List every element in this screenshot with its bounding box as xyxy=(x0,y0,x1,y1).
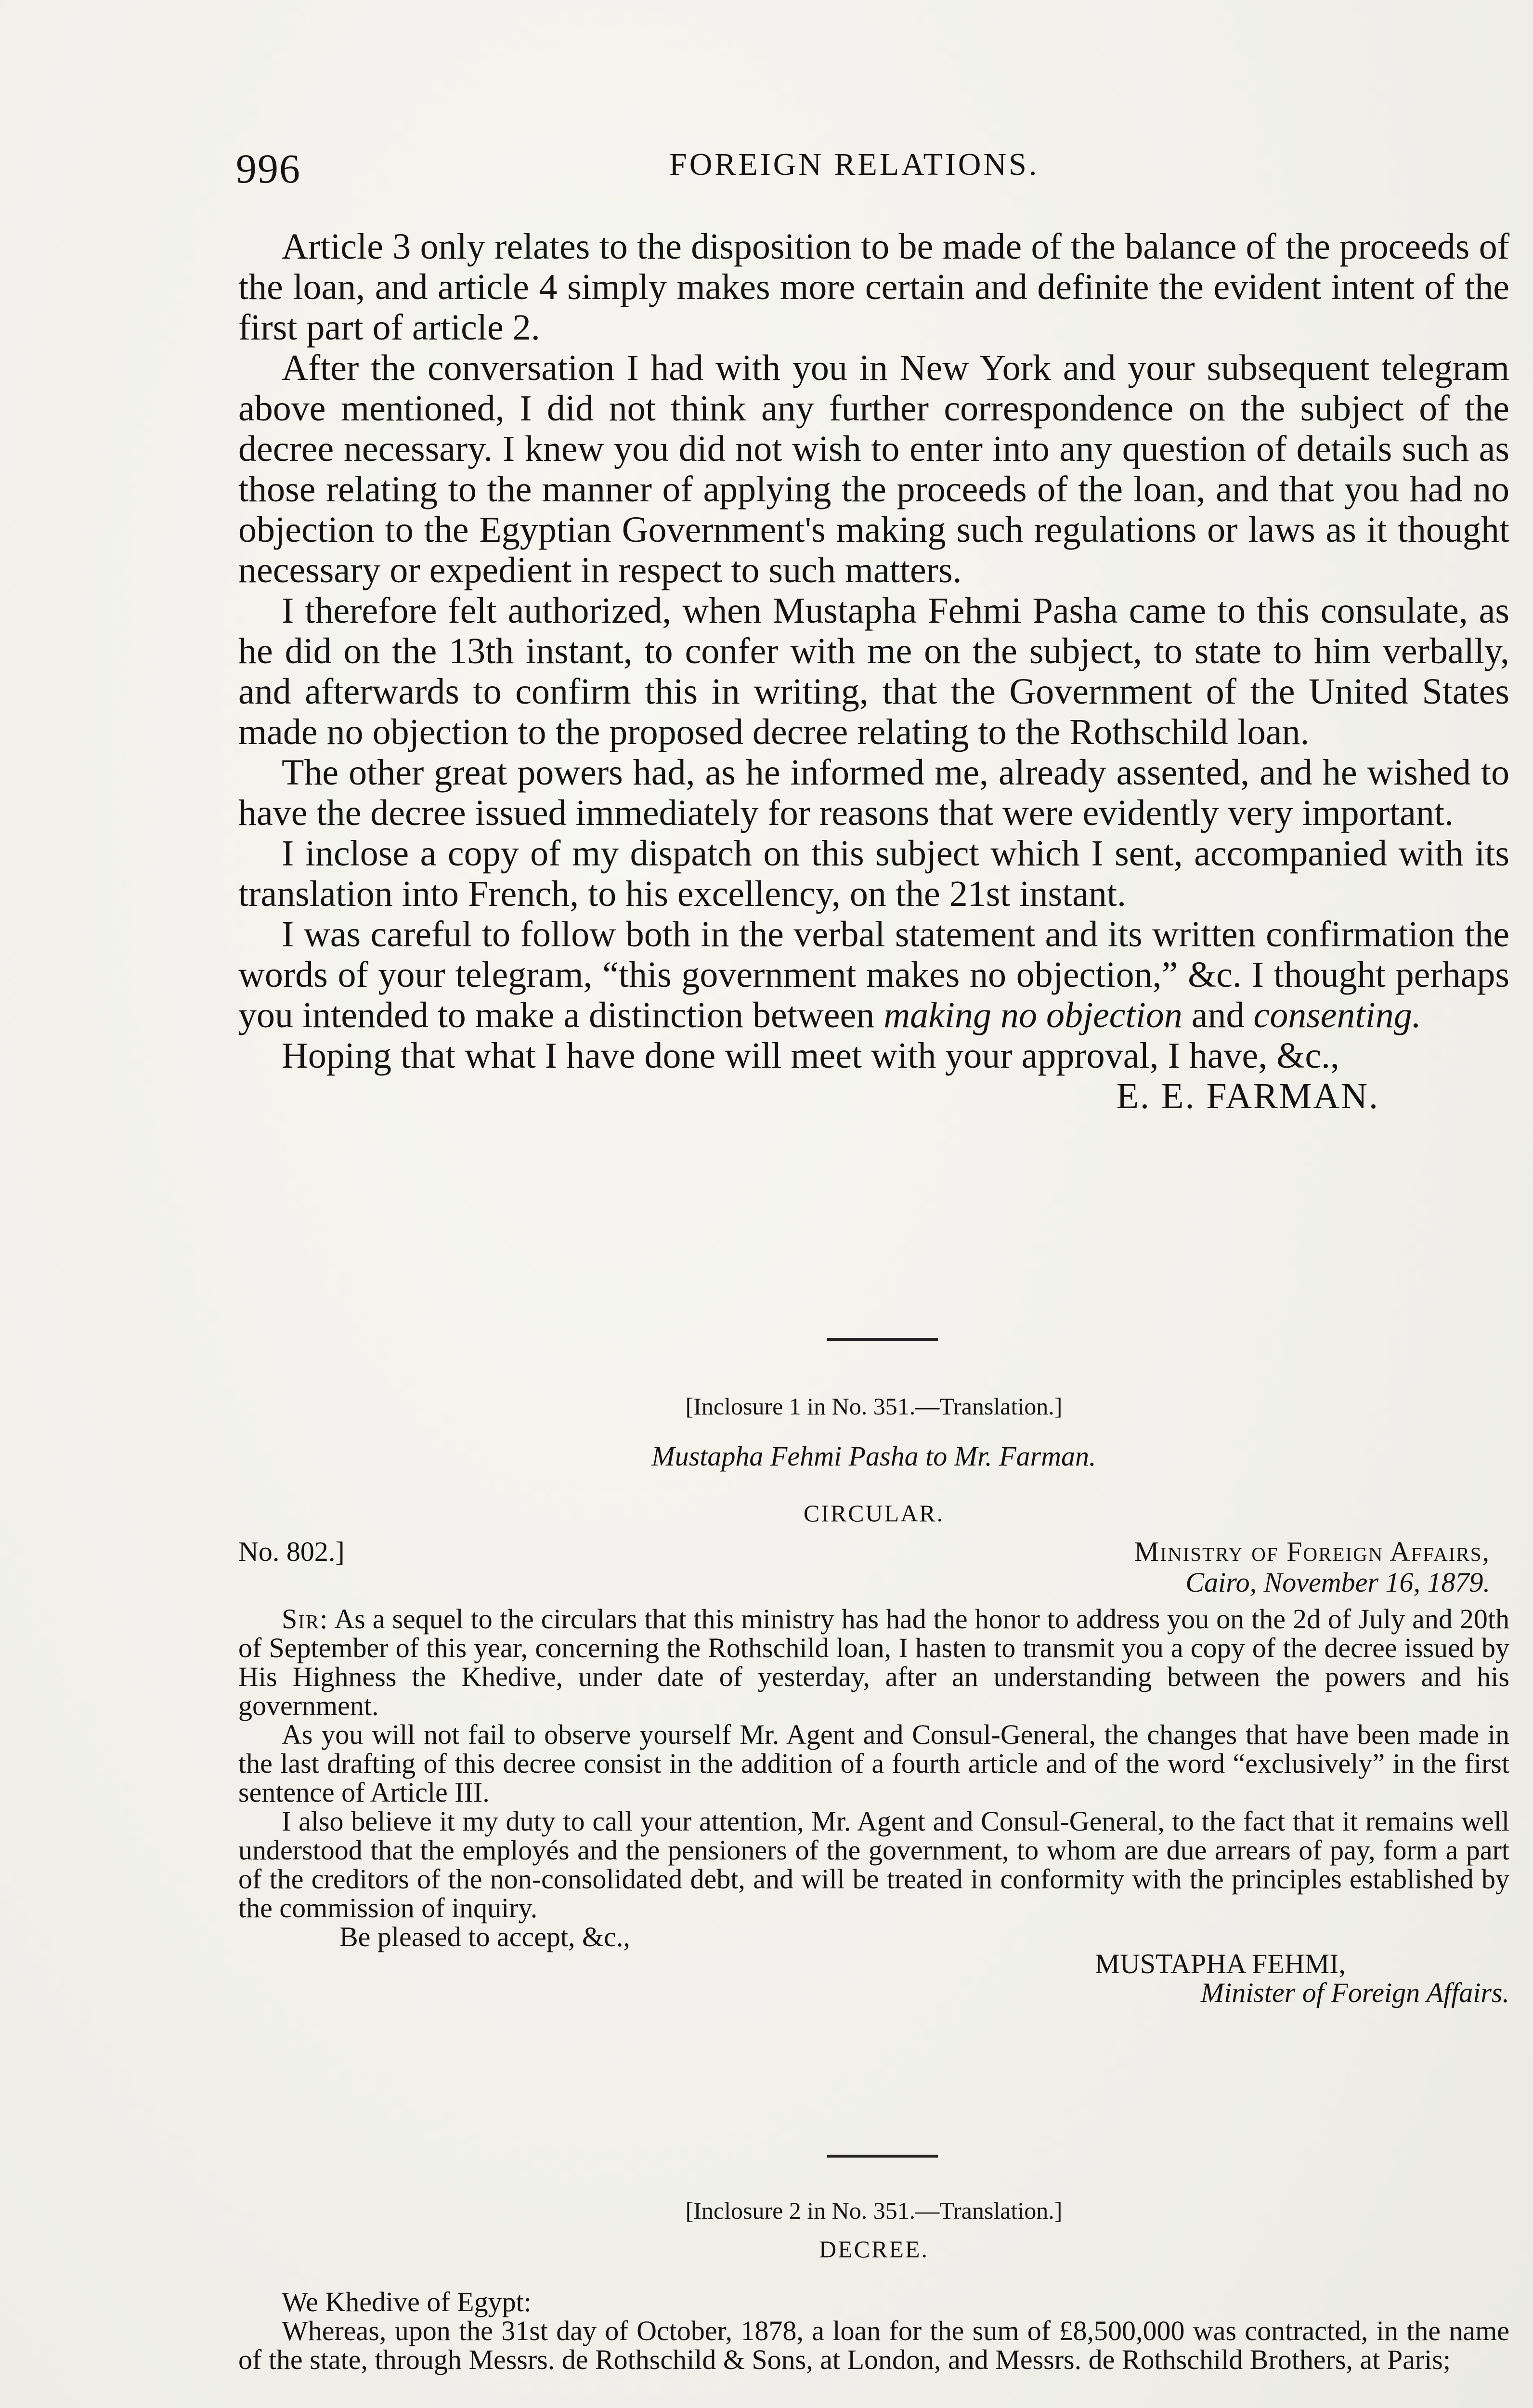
ministry-name: Ministry of Foreign Affairs, xyxy=(1134,1536,1490,1567)
decree-paragraph: Whereas, upon the 31st day of October, 1878, a loan for the sum of £8,500,000 was contracted, in the name of the state, through Messrs. de Rothschild & Sons, at London, and Messrs. de Rothschild Brothers, at Paris; xyxy=(238,2315,1509,2375)
inclosure-2 xyxy=(238,2196,1509,2374)
place-date: Cairo, November 16, 1879. xyxy=(1185,1567,1490,1598)
inclosure-heading: [Inclosure 2 in No. 351.—Translation.] xyxy=(685,2197,1063,2224)
circular-closing: Be pleased to accept, &c., xyxy=(339,1921,630,1952)
running-head: FOREIGN RELATIONS. xyxy=(669,147,1039,182)
dateline-row xyxy=(238,1537,1509,1568)
section-divider xyxy=(827,1338,938,1341)
letter-paragraph: I therefore felt authorized, when Mustapha Fehmi Pasha came to this consulate, as he did on the 13th instant, to confer with me on the subject, to state to him verbally, and afterwards to confirm this in writing, that the Government of the United States made no objection to the proposed decree relating to the Rothschild loan. xyxy=(238,590,1509,752)
inclosure-1 xyxy=(238,1392,1509,2007)
letter-closing: Hoping that what I have done will meet with your approval, I have, &c., xyxy=(282,1035,1340,1076)
document-type: DECREE. xyxy=(819,2236,929,2263)
text-run: I was careful to follow both in the verbal statement and its written confirmation the words of your telegram, “this government makes no objection,” &c. I thought perhaps you intended to make a distinction between xyxy=(238,914,1509,1035)
letter-paragraph: Article 3 only relates to the disposition to be made of the balance of the proceeds of the loan, and article 4 simply makes more certain and definite the evident intent of the first part of article 2. xyxy=(238,226,1509,348)
circular-signature: MUSTAPHA FEHMI, xyxy=(1095,1948,1346,1979)
page-number: 996 xyxy=(236,145,301,192)
letter-paragraph: After the conversation I had with you in New York and your subsequent telegram above mentioned, I did not think any further correspondence on the subject of the decree necessary. I knew you did not wish to enter into any question of details such as those relating to the manner of applying the proceeds of the loan, and that you had no objection to the Egyptian Government's making such regulations or laws as it thought necessary or expedient in respect to such matters. xyxy=(238,348,1509,590)
document-type: CIRCULAR. xyxy=(803,1500,945,1527)
circular-paragraph: I also believe it my duty to call your attention, Mr. Agent and Consul-General, to the fact that it remains well understood that the employés and the pensioners of the government, to whom are due arrears of pay, form a part of the creditors of the non-consolidated debt, and will be treated in conformity with the principles established by the commission of inquiry. xyxy=(238,1806,1509,1924)
letter-paragraph-emphasis xyxy=(238,914,1509,1035)
letter-signature: E. E. FARMAN. xyxy=(1116,1076,1379,1116)
page-header xyxy=(236,144,1533,202)
italic-phrase: making no objection xyxy=(883,995,1182,1035)
place-date-row xyxy=(238,1568,1509,1599)
section-divider xyxy=(827,2155,938,2158)
text-run: and xyxy=(1182,995,1254,1035)
circular-paragraph: As you will not fail to observe yourself Mr. Agent and Consul-General, the changes that have been made in the last drafting of this decree consist in the addition of a fourth article and of the word “exclusively” in the first sentence of Article III. xyxy=(238,1719,1509,1808)
decree-opening: We Khedive of Egypt: xyxy=(282,2286,532,2317)
inclosure-from-to: Mustapha Fehmi Pasha to Mr. Farman. xyxy=(651,1440,1096,1472)
letter-paragraph: The other great powers had, as he informed me, already assented, and he wished to have the decree issued immediately for reasons that were evidently very important. xyxy=(238,752,1509,833)
circular-signature-title: Minister of Foreign Affairs. xyxy=(1200,1977,1509,2008)
circular-number: No. 802.] xyxy=(238,1536,345,1567)
salutation: Sir: xyxy=(282,1603,329,1635)
letter-paragraph: I inclose a copy of my dispatch on this subject which I sent, accompanied with its translation into French, to his excellency, on the 21st instant. xyxy=(238,833,1509,914)
text-run: As a sequel to the circulars that this ministry has had the honor to address you on the 2d of July and 20th of September of this year, concerning the Rothschild loan, I hasten to transmit you a copy of the decree issued by His Highness the Khedive, under date of yesterday, after an understanding between the powers and his government. xyxy=(238,1603,1509,1721)
circular-paragraph xyxy=(238,1605,1509,1720)
letter-body xyxy=(238,226,1509,1116)
italic-phrase: consenting. xyxy=(1253,995,1421,1035)
inclosure-heading: [Inclosure 1 in No. 351.—Translation.] xyxy=(685,1393,1063,1420)
